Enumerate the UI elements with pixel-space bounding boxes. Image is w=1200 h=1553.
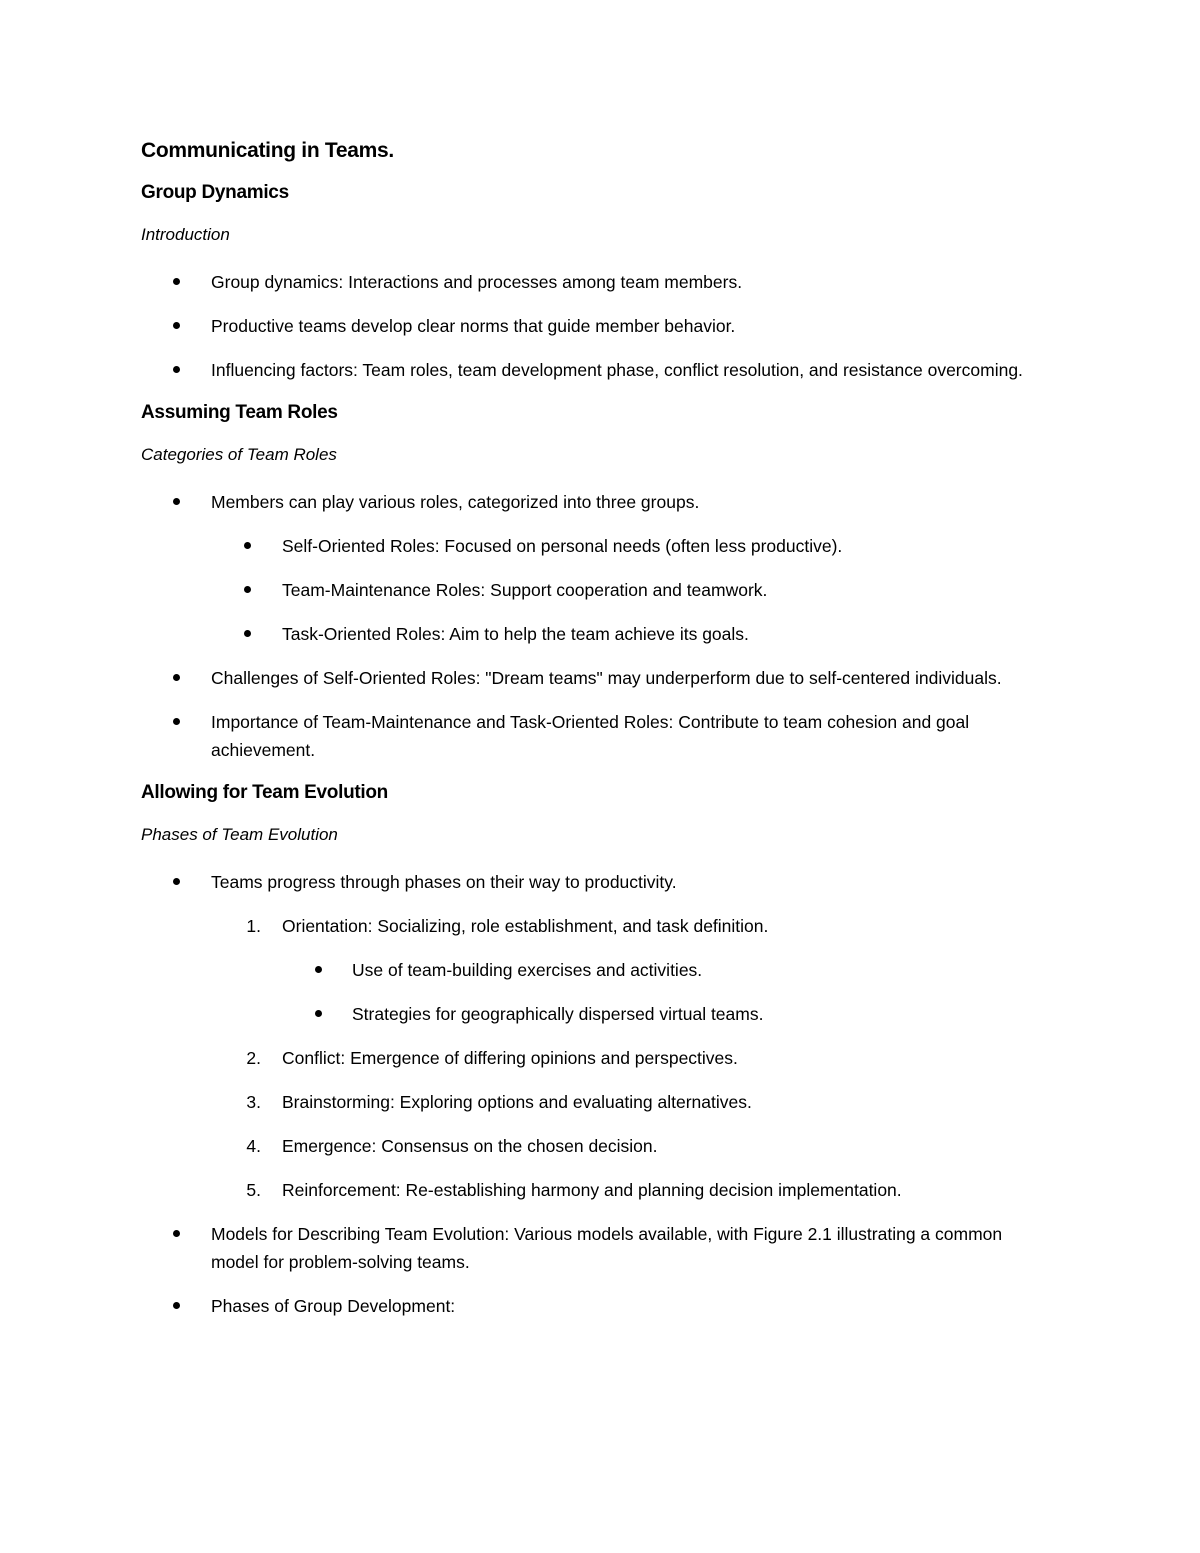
list-item xyxy=(141,532,1041,560)
list-item-text: Emergence: Consensus on the chosen decision. xyxy=(282,1136,658,1156)
list-item-text: Team-Maintenance Roles: Support cooperation and teamwork. xyxy=(282,580,768,600)
list-item-text: Brainstorming: Exploring options and evaluating alternatives. xyxy=(282,1092,752,1112)
list-item xyxy=(141,664,1041,692)
bullet-icon xyxy=(244,576,268,604)
numbered-item xyxy=(141,1176,1041,1204)
item-number: 4. xyxy=(246,1136,261,1156)
list-item xyxy=(141,576,1041,604)
item-number: 2. xyxy=(246,1048,261,1068)
list-item-text: Reinforcement: Re-establishing harmony and planning decision implementation. xyxy=(282,1180,902,1200)
bullet-icon xyxy=(173,488,197,516)
list-item-text: Influencing factors: Team roles, team development phase, conflict resolution, and resistance overcoming. xyxy=(211,360,1023,380)
subheading-categories: Categories of Team Roles xyxy=(141,445,337,464)
list-item xyxy=(141,312,1041,340)
list-item-text: Task-Oriented Roles: Aim to help the team achieve its goals. xyxy=(282,624,749,644)
list-item-text: Challenges of Self-Oriented Roles: "Dream teams" may underperform due to self-centered individuals. xyxy=(211,668,1002,688)
document-title: Communicating in Teams. xyxy=(141,139,394,162)
numbered-item xyxy=(141,912,1041,940)
list-item xyxy=(141,268,1041,296)
list-item-text: Teams progress through phases on their way to productivity. xyxy=(211,872,677,892)
bullet-icon xyxy=(244,532,268,560)
item-number: 3. xyxy=(246,1092,261,1112)
list-item-text: Productive teams develop clear norms that guide member behavior. xyxy=(211,316,736,336)
list-item xyxy=(141,620,1041,648)
list-item-text: Importance of Team-Maintenance and Task-Oriented Roles: Contribute to team cohesion and goal achievement. xyxy=(211,712,970,760)
bullet-icon xyxy=(173,868,197,896)
list-item xyxy=(141,1000,1041,1028)
numbered-item xyxy=(141,1088,1041,1116)
subheading-phases: Phases of Team Evolution xyxy=(141,825,338,844)
bullet-icon xyxy=(173,708,197,736)
subheading-introduction: Introduction xyxy=(141,225,230,244)
list-item-text: Phases of Group Development: xyxy=(211,1296,456,1316)
bullet-icon xyxy=(173,664,197,692)
bullet-icon xyxy=(244,620,268,648)
list-item xyxy=(141,356,1041,384)
list-item xyxy=(141,1292,1041,1320)
list-item-text: Orientation: Socializing, role establishment, and task definition. xyxy=(282,916,769,936)
document-body xyxy=(141,138,1041,1336)
list-item-text: Conflict: Emergence of differing opinions and perspectives. xyxy=(282,1048,738,1068)
bullet-icon xyxy=(173,1292,197,1320)
item-number: 5. xyxy=(246,1180,261,1200)
list-item-text: Self-Oriented Roles: Focused on personal needs (often less productive). xyxy=(282,536,843,556)
list-item-text: Members can play various roles, categorized into three groups. xyxy=(211,492,700,512)
bullet-icon xyxy=(173,312,197,340)
list-item xyxy=(141,1220,1041,1276)
bullet-icon xyxy=(173,268,197,296)
list-item xyxy=(141,708,1041,764)
bullet-icon xyxy=(315,1000,339,1028)
section-heading-group-dynamics: Group Dynamics xyxy=(141,182,289,203)
list-item xyxy=(141,488,1041,516)
list-item xyxy=(141,868,1041,896)
numbered-item xyxy=(141,1132,1041,1160)
bullet-icon xyxy=(173,356,197,384)
item-number: 1. xyxy=(246,916,261,936)
list-item xyxy=(141,956,1041,984)
list-item-text: Models for Describing Team Evolution: Various models available, with Figure 2.1 illustrating a common model for problem-solving teams. xyxy=(211,1224,1003,1272)
list-item-text: Use of team-building exercises and activities. xyxy=(352,960,703,980)
bullet-icon xyxy=(315,956,339,984)
section-heading-team-roles: Assuming Team Roles xyxy=(141,402,338,423)
numbered-item xyxy=(141,1044,1041,1072)
list-item-text: Group dynamics: Interactions and processes among team members. xyxy=(211,272,743,292)
list-item-text: Strategies for geographically dispersed virtual teams. xyxy=(352,1004,764,1024)
section-heading-team-evolution: Allowing for Team Evolution xyxy=(141,782,388,803)
bullet-icon xyxy=(173,1220,197,1248)
